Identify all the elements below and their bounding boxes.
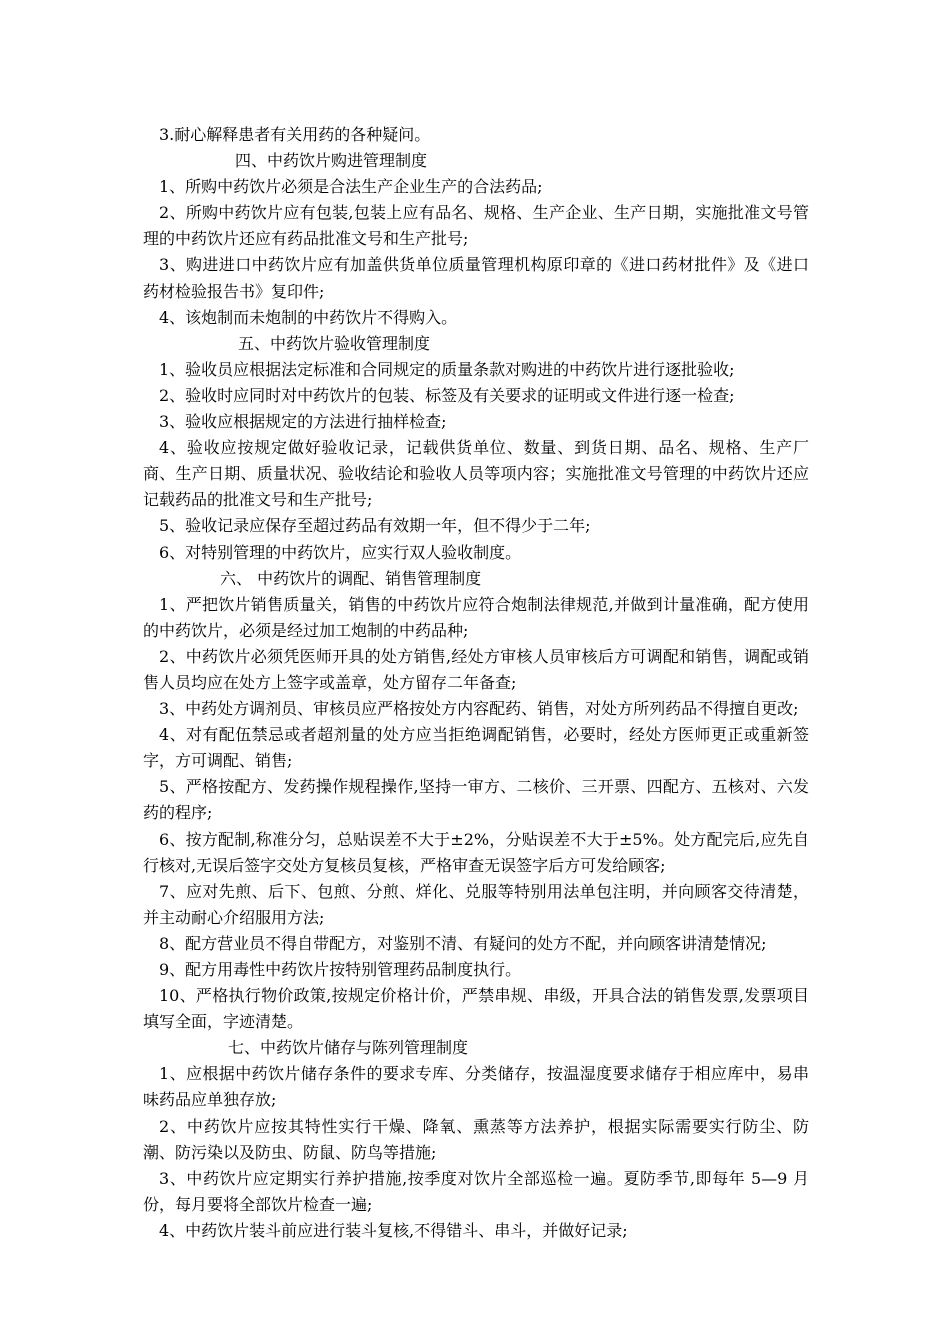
paragraph: 3、中药饮片应定期实行养护措施,按季度对饮片全部巡检一遍。夏防季节,即每年 5—9 月份，每月要将全部饮片检查一遍; [143, 1168, 809, 1214]
paragraph: 2、所购中药饮片应有包装,包装上应有品名、规格、生产企业、生产日期，实施批准文号管理的中药饮片还应有药品批准文号和生产批号; [143, 203, 809, 249]
paragraph: 3.耐心解释患者有关用药的各种疑问。 [159, 125, 431, 144]
paragraph: 1、所购中药饮片必须是合法生产企业生产的合法药品; [159, 177, 543, 197]
paragraph: 2、中药饮片应按其特性实行干燥、降氧、熏蒸等方法养护，根据实际需要实行防尘、防潮、防污染以及防虫、防鼠、防鸟等措施; [143, 1116, 809, 1162]
paragraph: 4、对有配伍禁忌或者超剂量的处方应当拒绝调配销售，必要时，经处方医师更正或重新签字，方可调配、销售; [143, 725, 809, 771]
paragraph: 10、严格执行物价政策,按规定价格计价，严禁串规、串级，开具合法的销售发票,发票项目填写全面，字迹清楚。 [143, 986, 809, 1032]
paragraph: 3、验收应根据规定的方法进行抽样检查; [159, 412, 447, 432]
section-heading: 五、中药饮片验收管理制度 [238, 333, 431, 353]
paragraph: 8、配方营业员不得自带配方，对鉴别不清、有疑问的处方不配，并向顾客讲清楚情况; [159, 933, 767, 953]
section-heading: 四、中药饮片购进管理制度 [235, 151, 428, 171]
paragraph: 1、应根据中药饮片储存条件的要求专库、分类储存，按温湿度要求储存于相应库中，易串味药品应单独存放; [143, 1064, 809, 1110]
section-heading: 六、 中药饮片的调配、销售管理制度 [220, 568, 482, 588]
document-body [143, 122, 809, 1244]
paragraph: 7、应对先煎、后下、包煎、分煎、烊化、兑服等特别用法单包注明，并向顾客交待清楚，并主动耐心介绍服用方法; [143, 881, 809, 927]
paragraph: 2、中药饮片必须凭医师开具的处方销售,经处方审核人员审核后方可调配和销售，调配或销售人员均应在处方上签字或盖章，处方留存二年备查; [143, 646, 809, 692]
paragraph: 6、按方配制,称准分匀，总贴误差不大于±2%，分贴误差不大于±5%。处方配完后,应先自行核对,无误后签字交处方复核员复核，严格审查无误签字后方可发给顾客; [143, 829, 809, 875]
paragraph: 3、购进进口中药饮片应有加盖供货单位质量管理机构原印章的《进口药材批件》及《进口药材检验报告书》复印件; [143, 255, 809, 301]
paragraph: 4、该炮制而未炮制的中药饮片不得购入。 [159, 307, 458, 327]
paragraph: 6、对特别管理的中药饮片，应实行双人验收制度。 [159, 542, 522, 562]
paragraph: 1、验收员应根据法定标准和合同规定的质量条款对购进的中药饮片进行逐批验收; [159, 359, 735, 379]
paragraph: 4、验收应按规定做好验收记录，记载供货单位、数量、到货日期、品名、规格、生产厂商、生产日期、质量状况、验收结论和验收人员等项内容；实施批准文号管理的中药饮片还应记载药品的批准文号和生产批号; [143, 438, 809, 510]
section-heading: 七、中药饮片储存与陈列管理制度 [228, 1038, 469, 1058]
paragraph: 9、配方用毒性中药饮片按特别管理药品制度执行。 [159, 960, 522, 979]
paragraph: 1、严把饮片销售质量关，销售的中药饮片应符合炮制法律规范,并做到计量准确，配方使用的中药饮片，必须是经过加工炮制的中药品种; [143, 594, 809, 640]
paragraph: 5、验收记录应保存至超过药品有效期一年，但不得少于二年; [159, 516, 591, 536]
paragraph: 2、验收时应同时对中药饮片的包装、标签及有关要求的证明或文件进行逐一检查; [159, 385, 735, 405]
paragraph: 5、严格按配方、发药操作规程操作,坚持一审方、二核价、三开票、四配方、五核对、六发药的程序; [143, 777, 809, 823]
paragraph: 4、中药饮片装斗前应进行装斗复核,不得错斗、串斗，并做好记录; [159, 1220, 628, 1240]
paragraph: 3、中药处方调剂员、审核员应严格按处方内容配药、销售，对处方所列药品不得擅自更改; [159, 699, 799, 719]
